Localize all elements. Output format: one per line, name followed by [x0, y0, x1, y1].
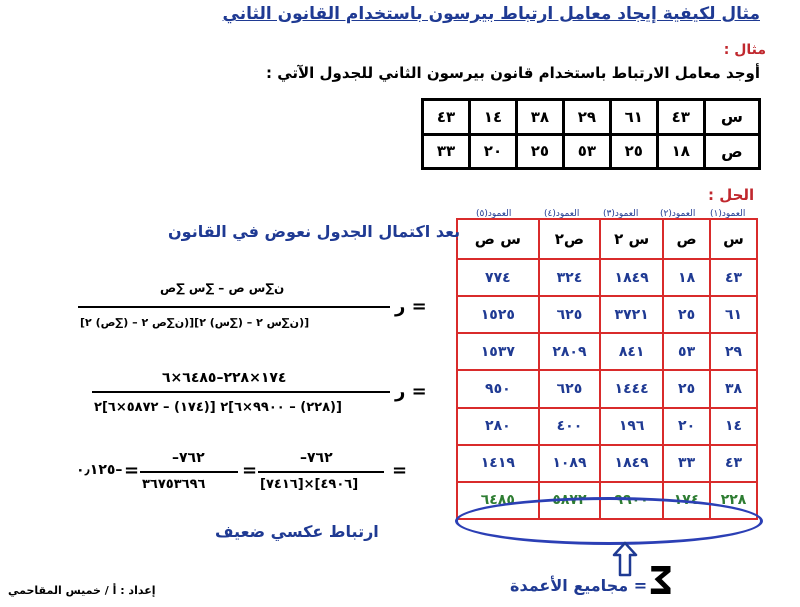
fraction-bar	[78, 306, 390, 308]
fraction-bar	[258, 471, 384, 473]
table-cell: ٣٧٢١	[600, 296, 663, 333]
table-cell: ١٥٢٥	[457, 296, 539, 333]
formula-numerator-2: ١٧٤×٢٢٨–٦٤٨٥×٦	[162, 370, 287, 386]
table-cell: ٢٨٠	[457, 408, 539, 445]
table-cell: ٢٩	[563, 100, 610, 135]
table-cell: ٥٣	[663, 333, 710, 370]
column-tag-4: العمود(٤)	[544, 209, 580, 219]
sigma-icon: Σ	[648, 559, 674, 603]
table-cell: ٢٨٠٩	[539, 333, 600, 370]
table-row	[457, 333, 757, 370]
table-cell: ٤٣	[710, 445, 757, 482]
substitution-heading: بعد اكتمال الجدول نعوض في القانون	[168, 222, 461, 241]
sum-cell: ٩٩٠٠	[600, 482, 663, 519]
column-tag-3: العمود(٣)	[603, 209, 639, 219]
table-cell: ٢٥	[663, 370, 710, 407]
table-cell: ٤٣	[710, 259, 757, 296]
table-cell: ١٠٨٩	[539, 445, 600, 482]
sum-cell: ٢٢٨	[710, 482, 757, 519]
table-cell: ٦٢٥	[539, 370, 600, 407]
table-cell: ٣٣	[423, 134, 470, 169]
question-text: أوجد معامل الارتباط باستخدام قانون بيرسون الثاني للجدول الآتي :	[265, 64, 760, 82]
table-row	[423, 100, 760, 135]
formula-numerator-3a: ٧٦٢–	[172, 450, 205, 466]
table-cell: ٦١	[710, 296, 757, 333]
table-cell: ٤٣	[423, 100, 470, 135]
table-cell: ٣٢٤	[539, 259, 600, 296]
r-equals-2: = ر	[395, 381, 427, 402]
table-cell: ١٥٣٧	[457, 333, 539, 370]
formula-numerator-1: ن∑س ص – ∑س ∑ص	[160, 281, 285, 295]
table-cell: ٢٥	[663, 296, 710, 333]
final-value: –٠٫١٢٥	[76, 462, 123, 478]
page-title: مثال لكيفية إيجاد معامل ارتباط بيرسون باستخدام القانون الثاني	[222, 4, 760, 24]
table-cell: ٨٤١	[600, 333, 663, 370]
table-cell: ٦٢٥	[539, 296, 600, 333]
table-cell: ص	[704, 134, 759, 169]
sums-highlight-oval	[455, 497, 763, 545]
fraction-bar	[140, 471, 238, 473]
table-cell: ٣٨	[710, 370, 757, 407]
column-tag-1: العمود(١)	[710, 209, 746, 219]
sum-cell: ٥٨٧٢	[539, 482, 600, 519]
table-cell: ٤٠٠	[539, 408, 600, 445]
equals-sign: =	[124, 460, 140, 481]
author-credit: إعداد : أ / خميس المقاحمي	[8, 584, 156, 597]
column-header: س	[710, 219, 757, 259]
r-equals-3: =	[392, 460, 408, 481]
formula-denominator-3b: [٤٩٠٦]×[٧٤١٦]	[260, 477, 359, 492]
table-cell: ١٤	[710, 408, 757, 445]
table-cell: ٢٩	[710, 333, 757, 370]
table-cell: ١٤	[469, 100, 516, 135]
table-cell: ١٤٤٤	[600, 370, 663, 407]
example-label: مثال :	[723, 42, 766, 58]
equals-sign: =	[242, 460, 258, 481]
formula-denominator-2: [(٢٢٨) – ٩٩٠٠×٦]٢ [(١٧٤) – ٥٨٧٢×٦]٢	[94, 400, 342, 415]
solution-table	[456, 218, 758, 520]
column-tag-5: العمود(٥)	[476, 209, 512, 219]
table-header-row	[457, 219, 757, 259]
table-row	[457, 259, 757, 296]
table-cell: ٢٠	[469, 134, 516, 169]
arrow-up-icon	[612, 541, 638, 577]
table-cell: ٢٥	[516, 134, 563, 169]
formula-denominator-3a: ٣٦٧٥٣٦٩٦	[142, 477, 206, 492]
sum-cell: ٦٤٨٥	[457, 482, 539, 519]
column-header: ص	[663, 219, 710, 259]
table-cell: ١٨	[657, 134, 704, 169]
table-cell: ١٨٤٩	[600, 259, 663, 296]
table-cell: ١٨	[663, 259, 710, 296]
table-cell: ٢٠	[663, 408, 710, 445]
column-header: ص٢	[539, 219, 600, 259]
fraction-bar	[92, 391, 390, 393]
solution-label: الحل :	[708, 186, 755, 204]
question-table	[421, 98, 761, 170]
table-cell: ٥٣	[563, 134, 610, 169]
table-row	[423, 134, 760, 169]
table-row	[457, 370, 757, 407]
table-cell: ١٤١٩	[457, 445, 539, 482]
column-tag-2: العمود(٢)	[660, 209, 696, 219]
sum-cell: ١٧٤	[663, 482, 710, 519]
table-cell: ١٩٦	[600, 408, 663, 445]
table-cell: ٢٥	[610, 134, 657, 169]
table-cell: ٤٣	[657, 100, 704, 135]
formula-denominator-1: [(ن∑س ٢ – (∑س) ٢][(ن∑ص ٢ – (∑ص) ٢]	[80, 316, 310, 329]
table-cell: ١٨٤٩	[600, 445, 663, 482]
formula-numerator-3b: ٧٦٢–	[300, 450, 333, 466]
r-equals-1: = ر	[395, 296, 427, 317]
table-cell: س	[704, 100, 759, 135]
table-row	[457, 296, 757, 333]
table-cell: ٧٧٤	[457, 259, 539, 296]
table-row	[457, 445, 757, 482]
table-cell: ٩٥٠	[457, 370, 539, 407]
sums-caption: = مجاميع الأعمدة	[510, 576, 648, 595]
table-row	[457, 408, 757, 445]
table-cell: ٣٨	[516, 100, 563, 135]
table-cell: ٦١	[610, 100, 657, 135]
column-header: س ص	[457, 219, 539, 259]
table-cell: ٣٣	[663, 445, 710, 482]
result-conclusion: ارتباط عكسي ضعيف	[215, 522, 379, 541]
column-header: س ٢	[600, 219, 663, 259]
